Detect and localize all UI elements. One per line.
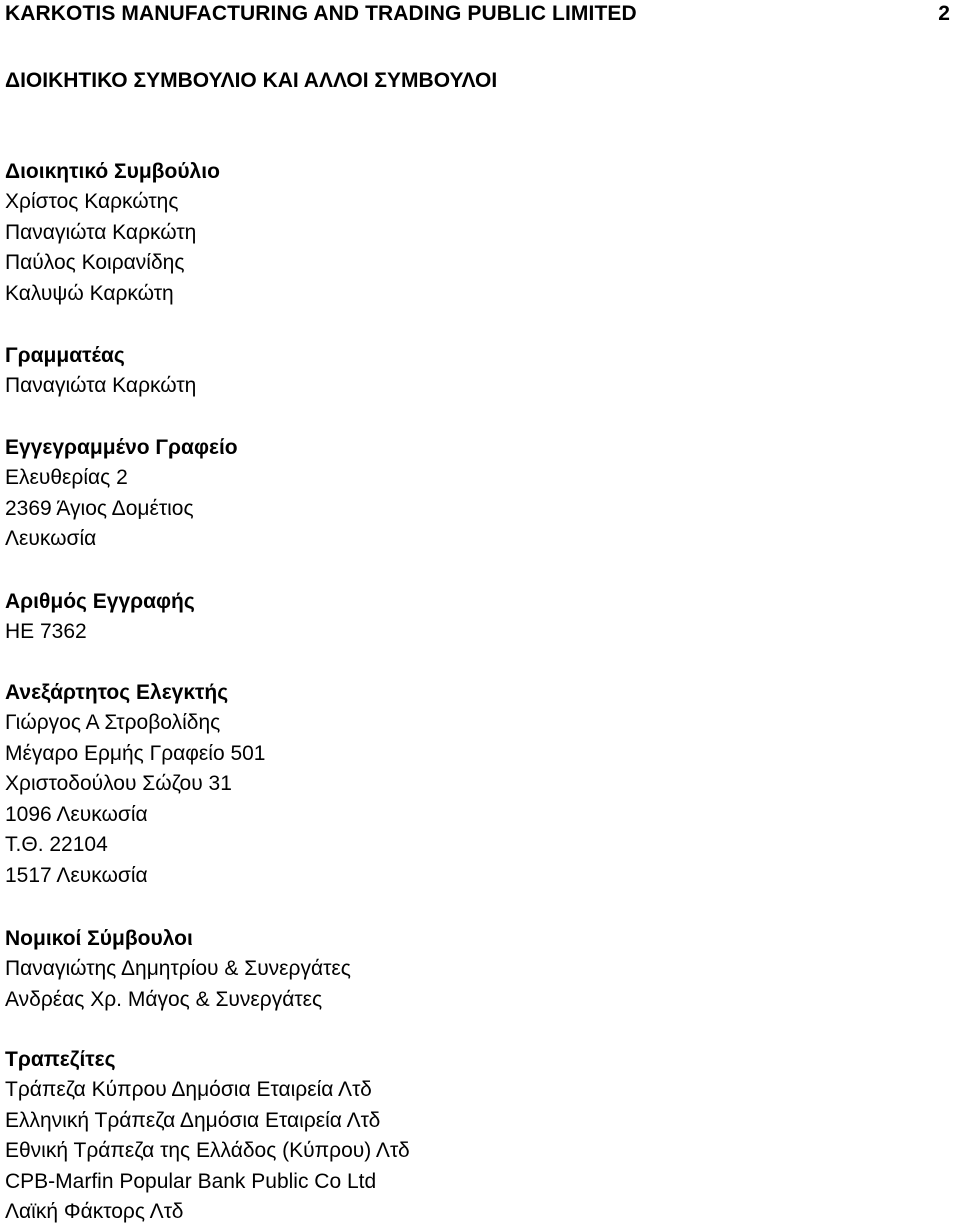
section-registration-number: [5, 587, 195, 648]
section-heading: Γραμματέας: [5, 344, 125, 367]
address-line: Λευκωσία: [5, 527, 97, 550]
address-line: 2369 Άγιος Δομέτιος: [5, 496, 194, 520]
section-heading: Αριθμός Εγγραφής: [5, 590, 195, 613]
auditor-line: Τ.Θ. 22104: [5, 833, 108, 856]
section-bankers: [5, 1045, 410, 1228]
registration-number: ΗΕ 7362: [5, 620, 87, 643]
bank-name: Τράπεζα Κύπρου Δημόσια Εταιρεία Λτδ: [5, 1078, 372, 1101]
legal-advisor: Ανδρέας Χρ. Μάγος & Συνεργάτες: [5, 987, 323, 1011]
auditor-line: Μέγαρο Ερμής Γραφείο 501: [5, 741, 266, 765]
auditor-line: Γιώργος Α Στροβολίδης: [5, 711, 221, 734]
section-heading: Εγγεγραμμένο Γραφείο: [5, 436, 238, 459]
page-title: ΔΙΟΙΚΗΤΙΚΟ ΣΥΜΒΟΥΛΙΟ ΚΑΙ ΑΛΛΟΙ ΣΥΜΒΟΥΛΟΙ: [5, 69, 498, 92]
legal-advisor: Παναγιώτης Δημητρίου & Συνεργάτες: [5, 957, 351, 980]
section-heading: Διοικητικό Συμβούλιο: [5, 160, 220, 183]
board-member: Χρίστος Καρκώτης: [5, 190, 179, 213]
auditor-line: Χριστοδούλου Σώζου 31: [5, 772, 232, 795]
section-registered-office: [5, 433, 238, 555]
auditor-line: 1517 Λευκωσία: [5, 863, 148, 887]
page-number: 2: [938, 2, 950, 25]
section-heading: Νομικοί Σύμβουλοι: [5, 927, 193, 950]
section-auditor: [5, 678, 266, 891]
section-legal-advisors: [5, 924, 351, 1015]
section-heading: Ανεξάρτητος Ελεγκτής: [5, 681, 229, 704]
secretary-name: Παναγιώτα Καρκώτη: [5, 374, 197, 397]
address-line: Ελευθερίας 2: [5, 466, 128, 489]
board-member: Καλυψώ Καρκώτη: [5, 281, 174, 305]
bank-name: Εθνική Τράπεζα της Ελλάδος (Κύπρου) Λτδ: [5, 1139, 410, 1162]
bank-name: Ελληνική Τράπεζα Δημόσια Εταιρεία Λτδ: [5, 1108, 381, 1132]
page-header: [5, 0, 950, 28]
board-member: Παύλος Κοιρανίδης: [5, 251, 185, 274]
company-name: KARKOTIS MANUFACTURING AND TRADING PUBLIC LIMITED: [5, 2, 637, 25]
section-secretary: [5, 341, 196, 402]
bank-name: CPB-Marfin Popular Bank Public Co Ltd: [5, 1169, 377, 1193]
bank-name: Λαϊκή Φάκτορς Λτδ: [5, 1200, 184, 1223]
section-board: [5, 157, 220, 309]
auditor-line: 1096 Λευκωσία: [5, 802, 148, 826]
board-member: Παναγιώτα Καρκώτη: [5, 220, 197, 244]
section-heading: Τραπεζίτες: [5, 1048, 116, 1071]
